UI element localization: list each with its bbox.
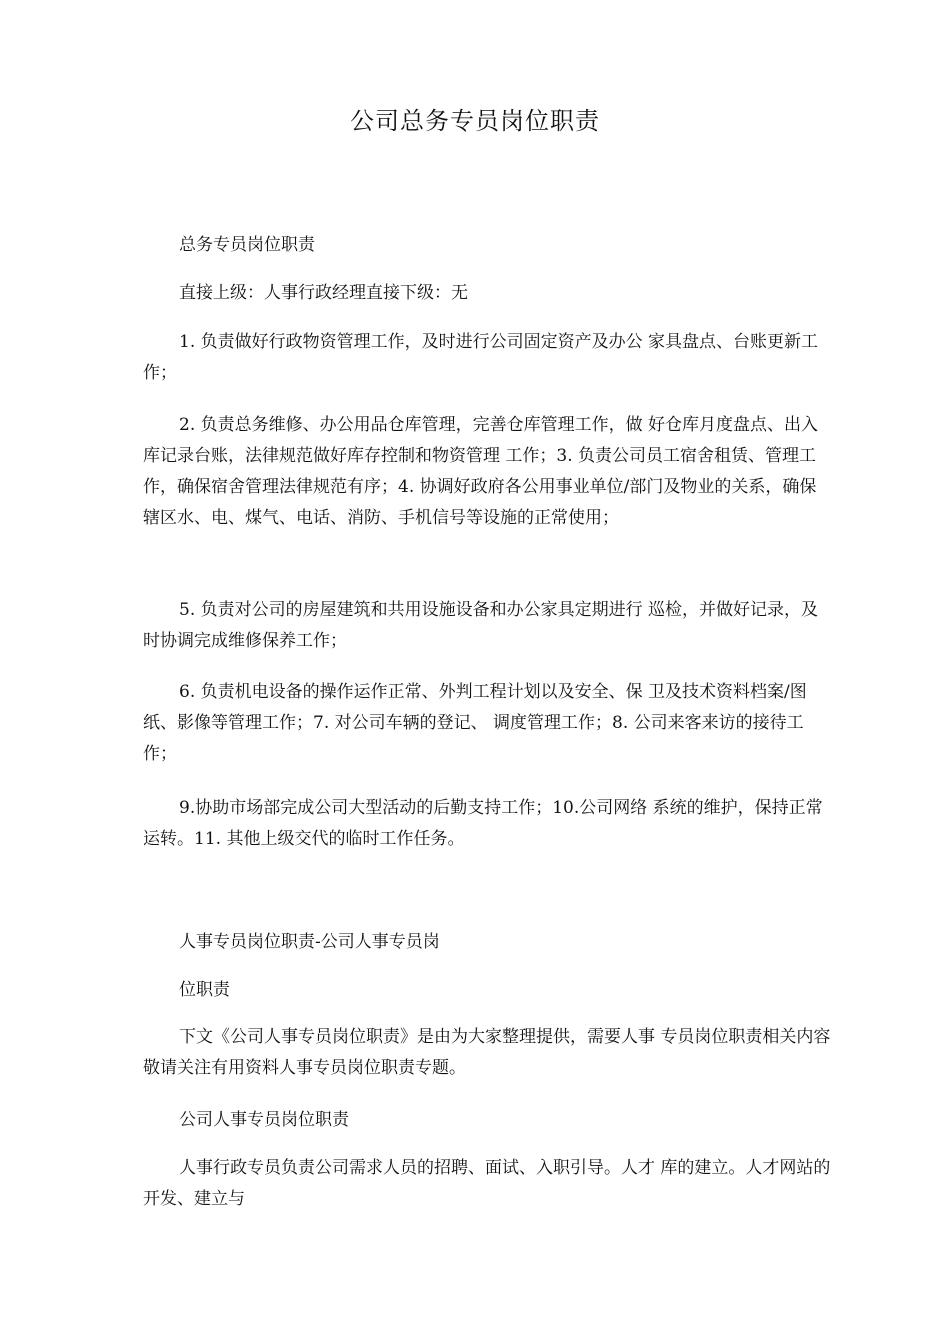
duty-items-9-11: 9.协助市场部完成公司大型活动的后勤支持工作；10.公司网络 系统的维护，保持正常运转。11. 其他上级交代的临时工作任务。: [143, 798, 823, 849]
hr-duties-paragraph: 人事行政专员负责公司需求人员的招聘、面试、入职引导。人才 库的建立。人才网站的开发、建立与: [143, 1158, 831, 1209]
subheading-hr-duties: 公司人事专员岗位职责: [179, 1110, 349, 1130]
section-heading-hr: 人事专员岗位职责-公司人事专员岗: [179, 932, 440, 952]
document-title: 公司总务专员岗位职责: [350, 107, 600, 135]
duty-items-2-4: 2. 负责总务维修、办公用品仓库管理，完善仓库管理工作，做 好仓库月度盘点、出入库记录台账，法律规范做好库存控制和物资管理 工作；3. 负责公司员工宿舍租赁、管理工作，确保宿舍管理法律规范有序；4. 协调好政府各公用事业单位/部门及物业的关系，确保辖区水、电、煤气、电话、消防、手机信号等设施的正常使用；: [143, 415, 819, 528]
intro-paragraph: 下文《公司人事专员岗位职责》是由为大家整理提供，需要人事 专员岗位职责相关内容敬请关注有用资料人事专员岗位职责专题。: [143, 1027, 831, 1078]
reporting-line: 直接上级：人事行政经理直接下级：无: [179, 283, 468, 303]
duty-item-1: 1. 负责做好行政物资管理工作，及时进行公司固定资产及办公 家具盘点、台账更新工作；: [143, 332, 819, 383]
duty-item-5: 5. 负责对公司的房屋建筑和共用设施设备和办公家具定期进行 巡检，并做好记录，及时协调完成维修保养工作；: [143, 600, 819, 651]
section-heading-general-affairs: 总务专员岗位职责: [179, 235, 315, 255]
duty-items-6-8: 6. 负责机电设备的操作运作正常、外判工程计划以及安全、保 卫及技术资料档案/图纸、影像等管理工作；7. 对公司车辆的登记、 调度管理工作；8. 公司来客来访的接待工作；: [143, 682, 807, 764]
section-heading-hr-continued: 位职责: [179, 980, 230, 1000]
